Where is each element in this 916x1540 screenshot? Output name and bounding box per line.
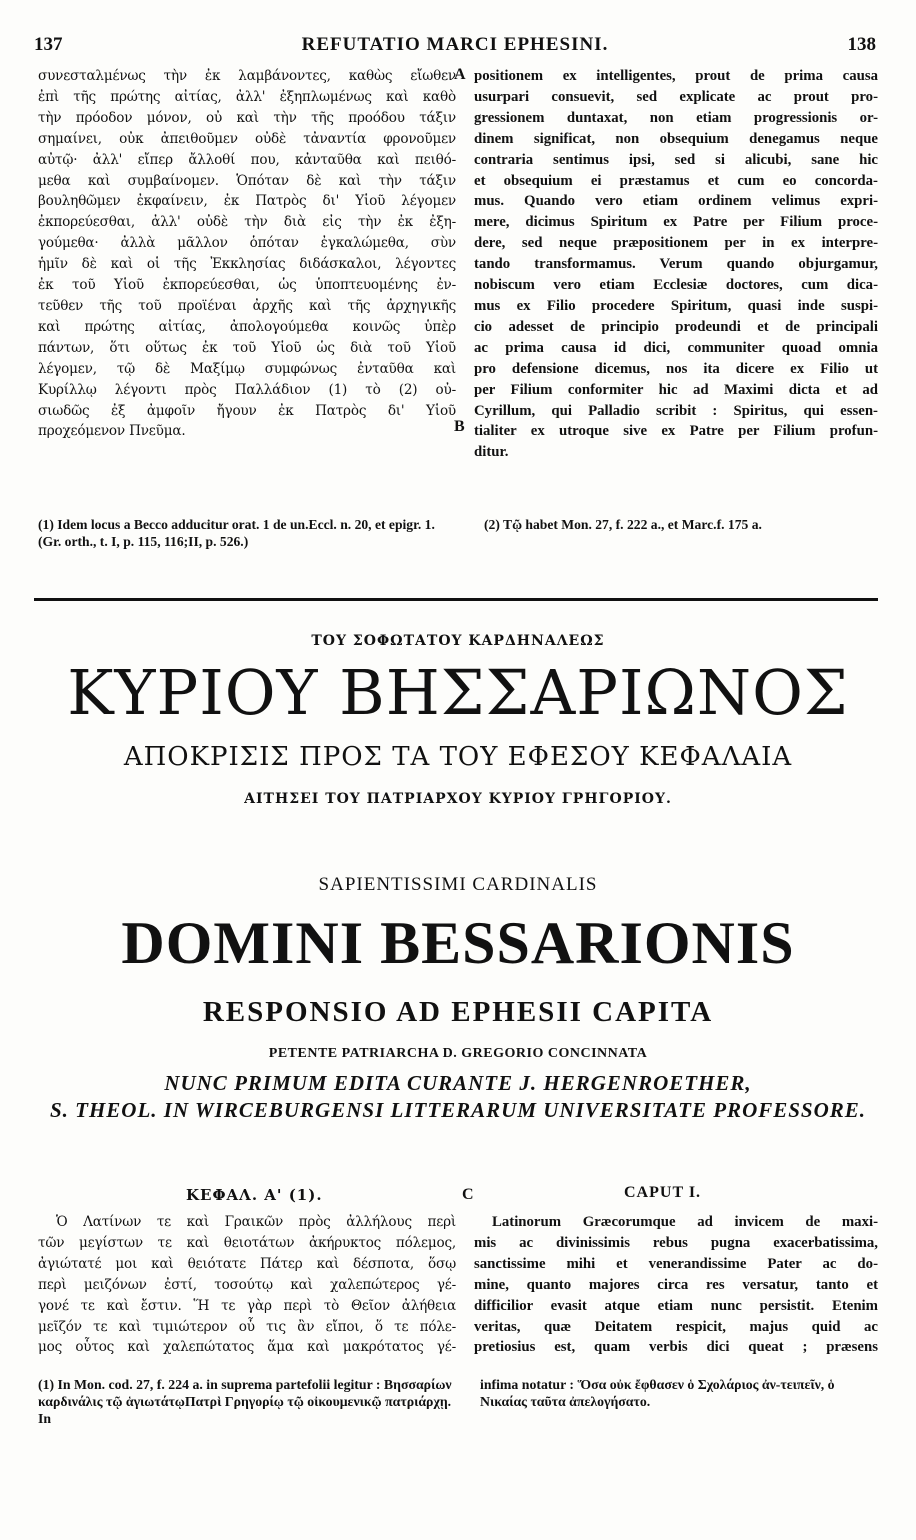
greek-text-line: τῶν μεγίστων τε καὶ θειοτάτων ἀκήρυκτος πόλεμος, xyxy=(38,1234,456,1251)
title-greek-subtitle: ΑΠΟΚΡΙΣΙΣ ΠΡΟΣ ΤΑ ΤΟΥ ΕΦΕΣΟΥ ΚΕΦΑΛΑΙΑ xyxy=(123,742,793,772)
running-title: REFUTATIO MARCI EPHESINI. xyxy=(301,34,609,55)
greek-text-line: ἐκπορεύεσθαι, ἀλλ' οὐδὲ τὴν διὰ εἰς τὴν ἐκ ἐξη- xyxy=(38,214,456,231)
footnote-line: infima notatur : Ὅσα οὐκ ἔφθασεν ὁ Σχολάριος ἀν- xyxy=(480,1377,781,1392)
greek-text-line: καὶ πρώτης αἰτίας, ἀπολογούμεθα κοινῶς ὑπὲρ xyxy=(38,318,456,335)
title-latin-subtitle: RESPONSIO AD EPHESII CAPITA xyxy=(202,996,714,1028)
latin-text-line: gressionem duntaxat, non etiam progressionis or- xyxy=(474,109,878,126)
latin-text-line: tando transformamus. Verum quando objurgamur, xyxy=(474,256,878,273)
footnote-line: folii legitur : Βησσαρίων καρδινάλις τῷ ἁγιωτάτῳ xyxy=(38,1377,452,1409)
latin-text-line: mis ac divinissimis rebus pugna exacerbatissima, xyxy=(474,1234,878,1251)
latin-text-line: mus. Quando vero etiam ordinem velimus expri- xyxy=(474,193,878,210)
greek-text-line: συνεσταλμένως τὴν ἐκ λαμβάνοντες, καθὼς εἴωθεν xyxy=(38,68,456,84)
title-latin-name: DOMINI BESSARIONIS xyxy=(121,910,795,976)
latin-text-line: Latinorum Græcorumque ad invicem de maxi- xyxy=(492,1214,878,1230)
running-header xyxy=(34,34,876,60)
greek-column-chapter xyxy=(38,1212,456,1358)
footnote-right-top xyxy=(484,516,880,533)
latin-text-line: contraria sentimus ipsi, sed si alicubi, sane hic xyxy=(474,151,878,168)
footnote-chapter-left xyxy=(38,1376,458,1427)
margin-marker-c: C xyxy=(462,1186,474,1203)
greek-text-line: ἐκ τοῦ Υἱοῦ ἐκπορεύεσθαι, ὡς ὑποπτευομένης ἐν- xyxy=(38,277,456,294)
latin-text-line: veritas, quæ Deitatem respicit, majus quid ac xyxy=(474,1318,878,1335)
greek-text-line: Ὁ Λατίνων τε καὶ Γραικῶν πρὸς ἀλλήλους περὶ xyxy=(56,1214,456,1230)
footnote-left-top xyxy=(38,516,458,550)
greek-text-line: μος οὗτος καὶ χαλεπώτατος ἅμα καὶ μακρότατος γέ- xyxy=(38,1339,456,1356)
footnote-line: (1) Idem locus a Becco adducitur orat. 1 de un. xyxy=(38,517,309,532)
section-divider xyxy=(34,598,878,601)
latin-text-line: dere, sed neque præpositionem per in ex interpre- xyxy=(474,235,878,252)
greek-text-line: τεῦθεν τῆς τοῦ προϊέναι ἀρχῆς καὶ τῆς ἀρχηγικῆς xyxy=(38,297,456,314)
chapter-heading-latin: CAPUT I. xyxy=(624,1184,702,1201)
page-number-left: 137 xyxy=(34,34,63,55)
latin-text-line: mus ex Filio procedere Spiritum, quasi inde suspi- xyxy=(474,297,878,314)
greek-column-top xyxy=(38,66,456,442)
greek-text-line: περὶ μειζόνων ἐστί, τοσούτῳ καὶ χαλεπώτερος γέ- xyxy=(38,1276,456,1293)
greek-text-line: ἡμῖν δὲ καὶ οἱ τῆς Ἐκκλησίας διδάσκαλοι, λέγοντες xyxy=(38,256,456,273)
greek-text-line: μεῖζόν τε καὶ τιμιώτερον οὗ τις ἂν εἴποι, ὅ τε πόλε- xyxy=(38,1318,456,1335)
title-greek-small: ΤΟΥ ΣΟΦΩΤΑΤΟΥ ΚΑΡΔΗΝΑΛΕΩΣ xyxy=(311,633,605,649)
footnote-line: II, p. 526.) xyxy=(188,534,249,549)
greek-text-line: μεθα καὶ συμβαίνομεν. Ὁπόταν δὲ καὶ τὴν τάξιν xyxy=(38,172,456,189)
latin-column-top xyxy=(474,66,878,463)
footnote-line: (1) In Mon. cod. 27, f. 224 a. in suprema parte xyxy=(38,1377,308,1392)
latin-text-line: et obsequium ei præstamus et cum eo concorda- xyxy=(474,172,878,189)
latin-text-line: nobiscum vero etiam Ecclesiæ doctores, cum dica- xyxy=(474,277,878,294)
greek-text-line: Κυρίλλῳ λέγοντι πρὸς Παλλάδιον (1) τὸ (2) οὐ- xyxy=(38,381,456,398)
latin-text-line: usurpari consuevit, sed explicate ac prout pro- xyxy=(474,88,878,105)
title-greek-request: ΑΙΤΗΣΕΙ ΤΟΥ ΠΑΤΡΙΑΡΧΟΥ ΚΥΡΙΟΥ ΓΡΗΓΟΡΙΟΥ. xyxy=(244,791,672,807)
greek-text-line: γονέ τε καὶ ἔστιν. Ἥ τε γὰρ περὶ τὸ Θεῖον ἀλήθεια xyxy=(38,1297,456,1314)
footnote-line: Πατρὶ Γρηγορίῳ τῷ οἰκουμενικῷ πατριάρχῃ. In xyxy=(38,1394,452,1426)
latin-text-line: pretiosius est, quam verbis dici queat ; præsens xyxy=(474,1339,878,1356)
greek-text-line: προχεόμενον Πνεῦμα. xyxy=(38,423,186,440)
footnote-line: f. 175 a. xyxy=(716,517,762,532)
title-greek-name: ΚΥΡΙΟΥ ΒΗΣΣΑΡΙΩΝΟΣ xyxy=(67,656,849,729)
editor-line-2: S. THEOL. IN WIRCEBURGENSI LITTERARUM UNIVERSITATE PROFESSORE. xyxy=(49,1098,867,1122)
greek-text-line: αὐτῷ· ἀλλ' εἴπερ ἄλλοθί που, κἀνταῦθα καὶ πειθό- xyxy=(38,151,456,168)
greek-text-line: σιωδῶς ἐξ ἀμφοῖν ἤγουν ἐκ Πατρὸς δι' Υἱοῦ xyxy=(38,402,456,419)
greek-text-line: πάντων, ὅτι οὕτως ἐκ τοῦ Υἱοῦ ὡς διὰ τοῦ Υἱοῦ xyxy=(38,339,456,356)
greek-text-line: ἐπὶ τῆς πρώτης αἰτίας, ἀλλ' ἐξηπλωμένως καὶ καθὸ xyxy=(38,88,456,105)
latin-text-line: ac prima causa id dici, communiter quoad omnia xyxy=(474,339,878,356)
greek-text-line: σημαίνει, οὐκ ἀπειθοῦμεν οὐδὲ τἀναντία φρονοῦμεν xyxy=(38,130,456,147)
page-number-right: 138 xyxy=(847,34,876,55)
footnote-line: τειπεῖν, ὁ Νικαίας ταῦτα ἀπελογήσατο. xyxy=(480,1377,835,1409)
footnote-line: Eccl. n. 20, et epigr. 1. (Gr. orth., t. I, p. 115, 116; xyxy=(38,517,435,549)
greek-text-line: λέγομεν, τῷ δὲ Μαξίμῳ συμφώνως ἐνταῦθα καὶ xyxy=(38,360,456,377)
latin-text-line: Cyrillum, qui Palladio scribit : Spiritus, qui essen- xyxy=(474,402,878,419)
latin-text-line: mere, dicimus Spiritum ex Patre per Filium proce- xyxy=(474,214,878,231)
latin-column-chapter xyxy=(474,1212,878,1358)
margin-marker-b: B xyxy=(454,418,465,435)
latin-text-line: mine, quanto majores circa res versatur, tanto et xyxy=(474,1276,878,1293)
latin-text-line: sanctissime mihi et venerandissime Pater ac do- xyxy=(474,1255,878,1272)
footnote-line: (2) Τῷ habet Mon. 27, f. 222 a., et Marc. xyxy=(484,517,717,532)
latin-text-line: pro defensione dicemus, nos ita dicere ex Filio ut xyxy=(474,360,878,377)
footnote-chapter-right xyxy=(480,1376,880,1410)
chapter-heading-greek: ΚΕΦΑΛ. Α' (1). xyxy=(186,1186,323,1204)
latin-text-line: per Filium conformiter hic ad Maximi dicta et ad xyxy=(474,381,878,398)
greek-text-line: γούμεθα· ἀλλὰ μᾶλλον ὁπόταν ἐγκαλώμεθα, σὺν xyxy=(38,235,456,252)
latin-text-line: positionem ex intelligentes, prout de prima causa xyxy=(474,68,878,84)
latin-text-line: ditur. xyxy=(474,444,509,461)
title-latin-small: SAPIENTISSIMI CARDINALIS xyxy=(318,874,598,895)
greek-text-line: ἀγιώτατέ μοι καὶ θειότατε Πάτερ καὶ δέσποτα, ὅσῳ xyxy=(38,1255,456,1272)
editor-line-1: NUNC PRIMUM EDITA CURANTE J. HERGENROETHER, xyxy=(164,1071,752,1095)
margin-marker-a: A xyxy=(454,66,466,83)
greek-text-line: τὴν πρόοδον μόνον, οὐ καὶ τὴν τῆς προόδου τάξιν xyxy=(38,109,456,126)
latin-text-line: cio adesset de principio prodeundi et de principali xyxy=(474,318,878,335)
greek-text-line: βουληθῶμεν ἐκφαίνειν, ἐκ Πατρὸς δι' Υἱοῦ λέγομεν xyxy=(38,193,456,210)
latin-text-line: difficilior evasit atque etiam nunc persistit. Etenim xyxy=(474,1297,878,1314)
title-latin-request: PETENTE PATRIARCHA D. GREGORIO CONCINNATA xyxy=(268,1046,648,1061)
latin-text-line: dinem significat, non obsequium denegamus neque xyxy=(474,130,878,147)
latin-text-line: tialiter ex utroque sive ex Patre per Filium profun- xyxy=(474,423,878,440)
